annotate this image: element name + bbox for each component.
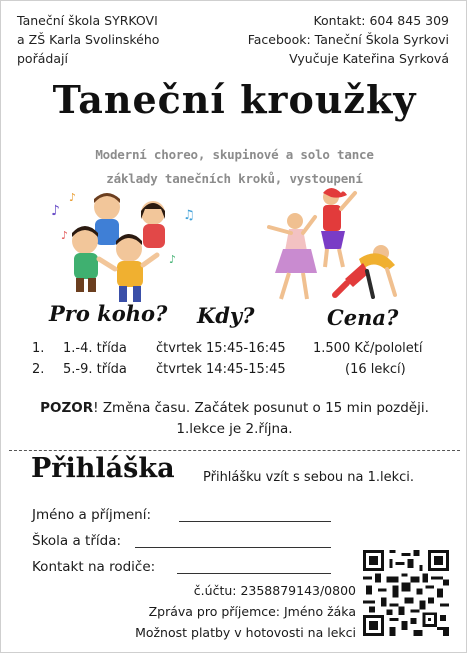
row-2-number: 2.	[32, 362, 45, 377]
field-contact-line[interactable]	[177, 573, 331, 574]
payment-cash: Možnost platby v hotovosti na lekci	[135, 625, 356, 640]
contact-phone: Kontakt: 604 845 309	[313, 13, 449, 28]
svg-text:♫: ♫	[183, 208, 195, 223]
contact-block	[248, 11, 449, 68]
row-2-grade: 5.-9. třída	[63, 362, 127, 377]
price-amount: 1.500 Kč/pololetí	[313, 341, 423, 356]
registration-note: Přihlášku vzít s sebou na 1.lekci.	[203, 470, 415, 485]
price-sessions: (16 lekcí)	[345, 362, 406, 377]
organizer-line-2: a ZŠ Karla Svolinského	[17, 32, 160, 47]
field-contact-label: Kontakt na rodiče:	[32, 559, 156, 575]
heading-who: Pro koho?	[49, 301, 168, 326]
subtitle-line-1: Moderní choreo, skupinové a solo tance	[95, 147, 374, 162]
payment-account: č.účtu: 2358879143/0800	[193, 583, 356, 598]
notice-line-2: 1.lekce je 2.října.	[176, 421, 293, 437]
heading-when: Kdy?	[197, 303, 255, 328]
svg-text:♪: ♪	[169, 253, 177, 266]
field-name-line[interactable]	[179, 521, 331, 522]
field-school-label: Škola a třída:	[32, 533, 122, 549]
registration-title: Přihláška	[31, 453, 175, 484]
svg-text:♪: ♪	[69, 191, 77, 204]
subtitle-line-2: základy tanečních kroků, vystoupení	[106, 171, 363, 186]
kids-dancing-illustration	[49, 189, 199, 307]
contact-teacher: Vyučuje Kateřina Syrková	[289, 51, 449, 66]
row-1-time: čtvrtek 15:45-16:45	[156, 341, 286, 356]
organizer-line-3: pořádají	[17, 51, 68, 66]
qr-code-icon	[363, 550, 449, 636]
cut-line-divider	[9, 450, 460, 451]
notice-line-1	[1, 400, 467, 416]
notice-bold: POZOR	[40, 400, 94, 416]
field-school-line[interactable]	[135, 547, 331, 548]
payment-message: Zpráva pro příjemce: Jméno žáka	[148, 604, 356, 619]
page-title: Taneční kroužky	[52, 77, 417, 122]
svg-text:♪: ♪	[51, 203, 60, 219]
field-name-label: Jméno a příjmení:	[32, 507, 152, 523]
organizer-block	[17, 11, 159, 68]
row-1-number: 1.	[32, 341, 45, 356]
heading-price: Cena?	[327, 305, 399, 330]
row-2-time: čtvrtek 14:45-15:45	[156, 362, 286, 377]
notice-text: ! Změna času. Začátek posunut o 15 min později.	[93, 400, 429, 416]
organizer-line-1: Taneční škola SYRKOVI	[17, 13, 158, 28]
contact-facebook: Facebook: Taneční Škola Syrkovi	[247, 32, 449, 47]
svg-text:♪: ♪	[61, 229, 69, 242]
dancers-illustration	[259, 187, 405, 309]
row-1-grade: 1.-4. třída	[63, 341, 127, 356]
